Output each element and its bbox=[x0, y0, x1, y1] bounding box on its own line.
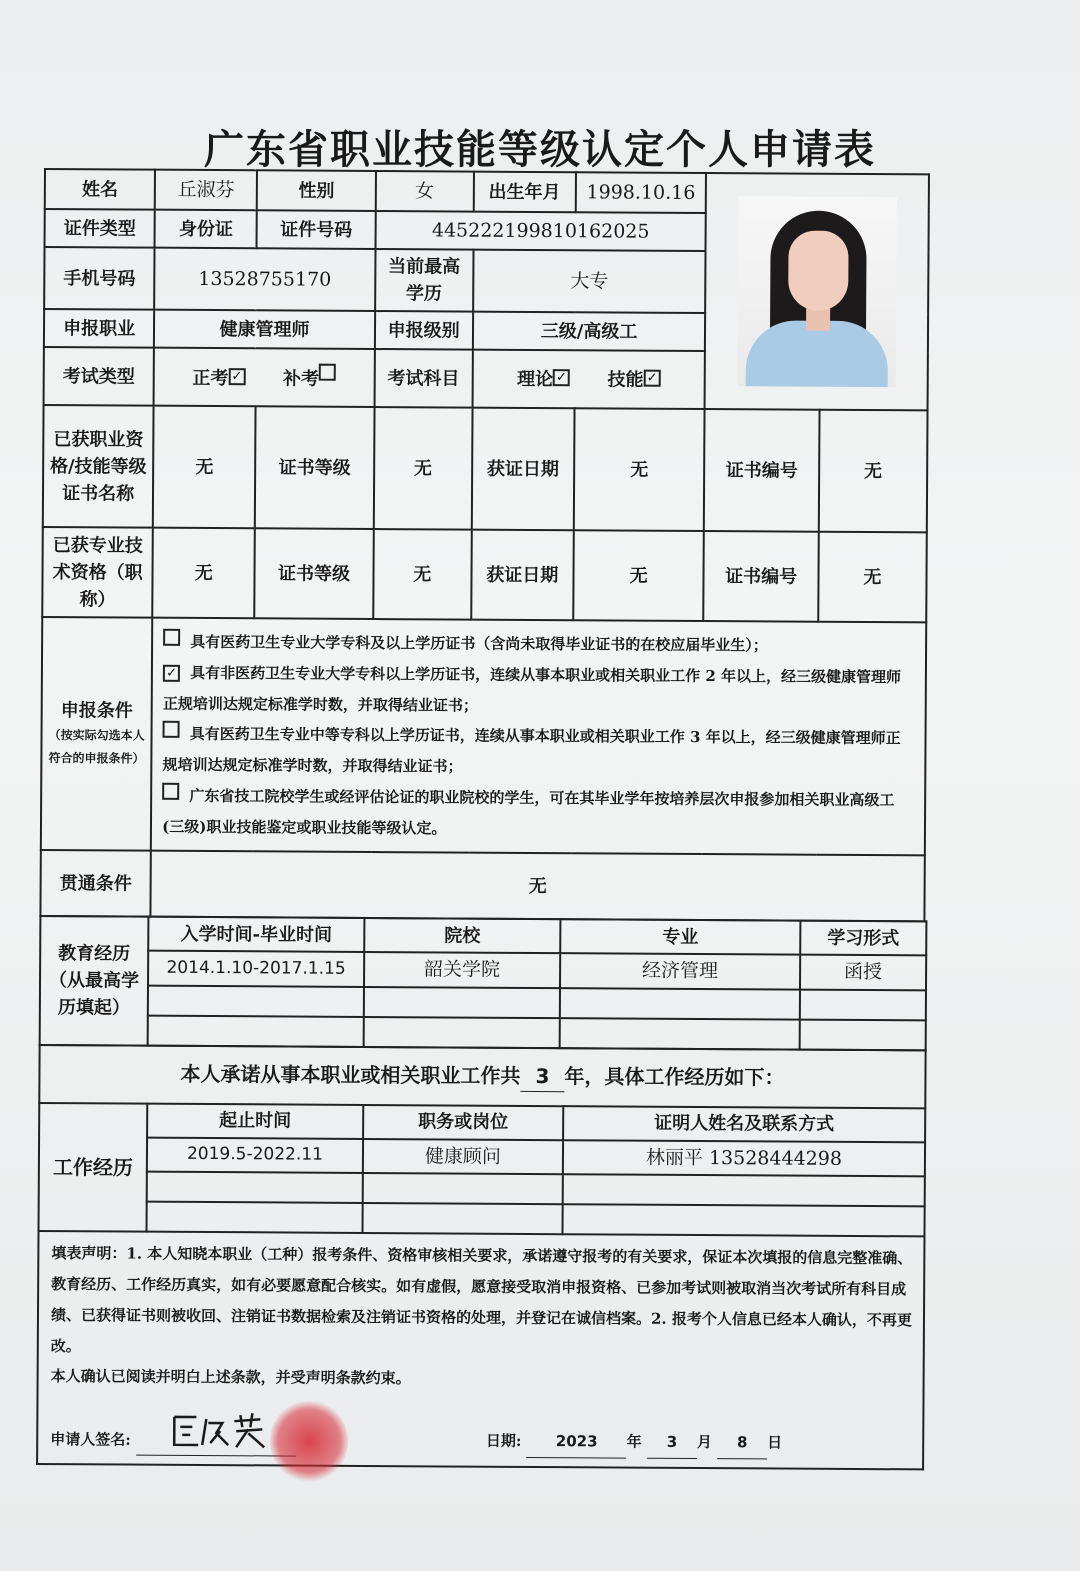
edu-empty-cell bbox=[148, 985, 364, 1016]
id-type-label: 证件类型 bbox=[45, 209, 155, 248]
subject-options bbox=[472, 350, 705, 409]
tech-date-label: 获证日期 bbox=[471, 530, 574, 621]
edu-empty-cell bbox=[364, 1017, 560, 1048]
education-level-label: 当前最高学历 bbox=[375, 249, 473, 312]
applicant-photo bbox=[737, 196, 896, 387]
condition-item: 具有医药卫生专业大学专科及以上学历证书（含尚未取得毕业证书的在校应届毕业生）； bbox=[163, 627, 915, 662]
id-type-value: 身份证 bbox=[155, 210, 257, 249]
work-table bbox=[36, 1044, 927, 1471]
condition-checkbox-3[interactable] bbox=[163, 721, 180, 738]
work-empty-cell bbox=[363, 1173, 563, 1204]
conditions-label-cell bbox=[41, 617, 153, 851]
application-form bbox=[36, 168, 930, 1470]
work-row-period: 2019.5-2022.11 bbox=[147, 1137, 363, 1173]
edu-header-school: 院校 bbox=[364, 918, 560, 953]
form-title: 广东省职业技能等级认定个人申请表 bbox=[204, 126, 876, 173]
edu-empty-cell bbox=[364, 987, 560, 1018]
job-value: 健康管理师 bbox=[154, 310, 375, 349]
work-empty-cell bbox=[362, 1203, 562, 1234]
through-value: 无 bbox=[151, 851, 925, 922]
form-table bbox=[39, 168, 930, 923]
tech-cert-name: 无 bbox=[152, 528, 255, 619]
education-label: 教育经历（从最高学历填起） bbox=[40, 916, 149, 1045]
edu-row-school: 韶关学院 bbox=[364, 952, 560, 988]
edu-empty-cell bbox=[148, 1015, 364, 1046]
edu-header-period: 入学时间-毕业时间 bbox=[148, 917, 364, 952]
exam-type-regular: 正考 bbox=[192, 367, 229, 389]
work-empty-cell bbox=[147, 1172, 363, 1203]
tech-date-value: 无 bbox=[573, 530, 704, 621]
condition-item: ✓ 具有非医药卫生专业大学专科以上学历证书，连续从事本职业或相关职业工作 2 年以上，经三级健康管理师正规培训达规定标准学时数，并取得结业证书； bbox=[162, 663, 902, 715]
date-year: 2023 bbox=[527, 1426, 627, 1458]
edu-row-major: 经济管理 bbox=[560, 953, 800, 989]
edu-empty-cell bbox=[800, 989, 926, 1020]
signature-label: 申请人签名: bbox=[50, 1430, 131, 1449]
id-number-label: 证件号码 bbox=[257, 210, 376, 249]
condition-checkbox-4[interactable] bbox=[162, 782, 179, 799]
work-years: 3 bbox=[520, 1061, 564, 1092]
work-header-referee: 证明人姓名及联系方式 bbox=[563, 1106, 925, 1142]
work-header-period: 起止时间 bbox=[147, 1103, 363, 1138]
vocational-date-value: 无 bbox=[574, 408, 705, 531]
birth-label: 出生年月 bbox=[473, 172, 575, 213]
edu-header-major: 专业 bbox=[560, 919, 800, 954]
exam-type-label: 考试类型 bbox=[44, 347, 155, 406]
applicant-signature bbox=[50, 1410, 296, 1457]
vocational-grade-value: 无 bbox=[374, 407, 473, 530]
job-label: 申报职业 bbox=[44, 309, 154, 348]
work-promise: 本人承诺从事本职业或相关职业工作共 3 年，具体工作经历如下： bbox=[39, 1045, 925, 1108]
tech-grade-value: 无 bbox=[373, 529, 472, 620]
education-level-value: 大专 bbox=[473, 250, 706, 313]
work-empty-cell bbox=[562, 1204, 924, 1236]
date-label: 日期: bbox=[485, 1431, 522, 1451]
exam-type-makeup: 补考 bbox=[282, 367, 320, 390]
conditions-label: 申报条件 bbox=[60, 700, 133, 722]
level-value: 三级/高级工 bbox=[473, 312, 706, 351]
edu-empty-cell bbox=[560, 1018, 800, 1049]
work-row-position: 健康顾问 bbox=[363, 1139, 563, 1175]
signature-row bbox=[50, 1410, 912, 1460]
condition-checkbox-1[interactable] bbox=[163, 629, 180, 646]
edu-row-period: 2014.1.10-2017.1.15 bbox=[148, 951, 364, 987]
vocational-cert-name: 无 bbox=[153, 406, 256, 529]
edu-header-mode: 学习形式 bbox=[800, 921, 926, 956]
education-table bbox=[39, 915, 928, 1051]
date-day: 8 bbox=[717, 1427, 767, 1459]
condition-item: 广东省技工院校学生或经评估论证的职业院校的学生，可在其毕业学年按培养层次申报参加相关职业高级工(三级)职业技能鉴定或职业技能等级认定。 bbox=[162, 780, 914, 846]
declaration-confirm: 本人确认已阅读并明白上述条款，并受声明条款约束。 bbox=[50, 1367, 411, 1388]
vocational-no-value: 无 bbox=[819, 410, 928, 533]
gender-value: 女 bbox=[375, 171, 473, 212]
exam-type-regular-checkbox[interactable]: ✓ bbox=[228, 368, 245, 385]
sign-date: 日期: 2023 年 3 月 8 日 bbox=[486, 1426, 782, 1460]
date-month: 3 bbox=[647, 1427, 697, 1459]
through-label: 贯通条件 bbox=[40, 850, 151, 917]
tech-grade-label: 证书等级 bbox=[255, 528, 374, 619]
work-empty-cell bbox=[563, 1174, 925, 1206]
vocational-date-label: 获证日期 bbox=[472, 408, 575, 531]
exam-type-options bbox=[154, 348, 375, 407]
phone-value: 13528755170 bbox=[154, 248, 375, 311]
work-row-referee: 林丽平 13528444298 bbox=[563, 1140, 925, 1177]
edu-empty-cell bbox=[800, 1019, 926, 1050]
gender-label: 性别 bbox=[257, 170, 376, 211]
vocational-no-label: 证书编号 bbox=[704, 409, 819, 532]
level-label: 申报级别 bbox=[375, 311, 473, 350]
conditions-list bbox=[151, 618, 926, 856]
tech-no-value: 无 bbox=[818, 532, 927, 623]
red-fingerprint-stamp bbox=[270, 1400, 348, 1482]
edu-empty-cell bbox=[560, 988, 800, 1019]
name-value: 丘淑芬 bbox=[155, 170, 257, 211]
birth-value: 1998.10.16 bbox=[576, 172, 707, 213]
vocational-cert-label: 已获职业资格/技能等级证书名称 bbox=[43, 405, 154, 528]
name-label: 姓名 bbox=[45, 169, 155, 210]
work-empty-cell bbox=[147, 1202, 363, 1233]
condition-checkbox-2[interactable]: ✓ bbox=[163, 664, 180, 681]
work-header-position: 职务或岗位 bbox=[363, 1105, 563, 1140]
subject-theory: 理论 bbox=[516, 368, 554, 390]
declaration-text: 填表声明：1. 本人知晓本职业（工种）报考条件、资格审核相关要求，承诺遵守报考的有关要求，保证本次填报的信息完整准确、教育经历、工作经历真实，如有必要愿意配合核实。如有虚假，愿意接受取消申报资格、已参加考试则被取消当次考试所有科目成绩、已获得证书则被收回、注销证书数据检索及注销证书资格的处理，并登记在诚信档案。2. 报考个人信息已经本人确认，不再更改。 bbox=[50, 1244, 913, 1355]
condition-item: 具有医药卫生专业中等专科以上学历证书，连续从事本职业或相关职业工作 3 年以上，经三级健康管理师正规培训达规定标准学时数，并取得结业证书； bbox=[162, 719, 914, 785]
subject-theory-checkbox[interactable]: ✓ bbox=[553, 369, 570, 386]
subject-label: 考试科目 bbox=[374, 349, 472, 408]
work-label: 工作经历 bbox=[39, 1103, 148, 1232]
subject-skill-checkbox[interactable]: ✓ bbox=[644, 369, 661, 386]
vocational-grade-label: 证书等级 bbox=[255, 406, 374, 529]
exam-type-makeup-checkbox[interactable] bbox=[319, 363, 336, 380]
photo-cell bbox=[705, 173, 929, 410]
edu-row-mode: 函授 bbox=[800, 955, 926, 990]
phone-label: 手机号码 bbox=[44, 247, 155, 310]
tech-no-label: 证书编号 bbox=[704, 531, 819, 622]
declaration-cell bbox=[37, 1231, 924, 1469]
id-number-value: 445222199810162025 bbox=[375, 211, 706, 251]
subject-skill: 技能 bbox=[607, 368, 644, 391]
tech-cert-label: 已获专业技术资格（职称） bbox=[42, 527, 153, 618]
conditions-note: （按实际勾选本人符合的申报条件） bbox=[48, 728, 145, 766]
